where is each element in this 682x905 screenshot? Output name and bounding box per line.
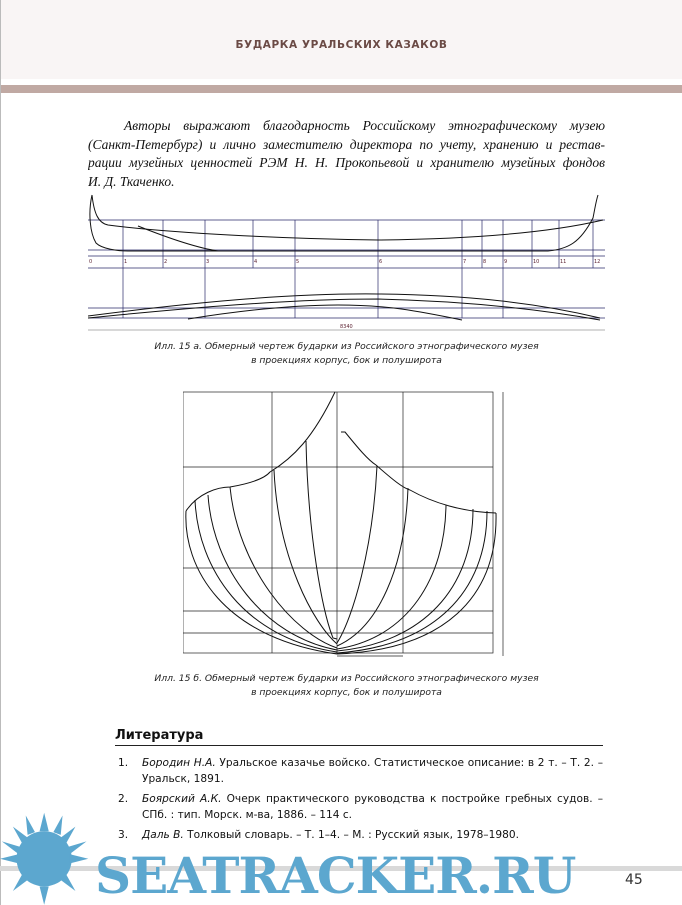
figure-a-drawing (88, 193, 605, 335)
literature-item (118, 755, 603, 787)
station-label: 7 (463, 259, 467, 265)
item-text: Очерк практического руководства к постройке гребных судов. – СПб. : тип. Морск. м-ва, 1886. – 114 с. (142, 793, 603, 821)
station-label: 4 (254, 259, 258, 265)
paragraph-line: (Санкт-Петербург) и лично заместителю директора по учету, хранению и рестав- (88, 136, 605, 152)
header-stripe (1, 85, 682, 93)
item-number: 1. (118, 757, 129, 769)
sun-watermark-icon (0, 808, 92, 905)
paragraph-line: рации музейных ценностей РЭМ Н. Н. Прокопьевой и хранителю музейных фондов (88, 155, 605, 170)
overall-length-label: 8340 (340, 324, 353, 330)
station-label: 2 (164, 259, 168, 265)
literature-heading: Литература (115, 728, 204, 743)
running-header (1, 0, 682, 79)
item-author: Боярский А.К. (142, 793, 222, 805)
item-author: Бородин Н.А. (142, 757, 216, 769)
figure-b-caption (88, 672, 605, 700)
station-label: 3 (206, 259, 210, 265)
station-label: 8 (483, 259, 487, 265)
literature-item (118, 791, 603, 823)
station-label: 11 (560, 259, 567, 265)
page-edge (0, 0, 1, 905)
acknowledgement-paragraph (88, 117, 605, 191)
paragraph-line: Авторы выражают благодарность Российскому этнографическому музею (124, 118, 605, 133)
station-label: 1 (124, 259, 128, 265)
station-label: 6 (379, 259, 383, 265)
station-label: 10 (533, 259, 540, 265)
item-text: Уральское казачье войско. Статистическое описание: в 2 т. – Т. 2. – Уральск, 1891. (142, 757, 603, 785)
figure-a-caption (88, 340, 605, 368)
item-number: 2. (118, 793, 129, 805)
caption-line: Илл. 15 б. Обмерный чертеж бударки из Российского этнографического музея (154, 673, 539, 684)
figure-b-body-plan (183, 388, 505, 660)
page-number: 45 (625, 872, 643, 888)
watermark-text: SEATRACKER.RU (95, 846, 576, 905)
literature-list (118, 755, 603, 847)
station-label: 9 (504, 259, 508, 265)
station-label: 0 (89, 259, 93, 265)
literature-rule (115, 745, 603, 746)
item-number: 3. (118, 829, 129, 841)
station-label: 5 (296, 259, 300, 265)
item-text: Толковый словарь. – Т. 1–4. – М. : Русский язык, 1978–1980. (183, 829, 519, 841)
caption-line: в проекциях корпус, бок и полуширота (251, 355, 442, 366)
station-label: 12 (594, 259, 601, 265)
running-header-title: БУДАРКА УРАЛЬСКИХ КАЗАКОВ (235, 39, 448, 51)
caption-line: Илл. 15 а. Обмерный чертеж бударки из Российского этнографического музея (154, 341, 539, 352)
item-author: Даль В. (142, 829, 184, 841)
paragraph-line: И. Д. Ткаченко. (88, 173, 175, 189)
caption-line: в проекциях корпус, бок и полуширота (251, 687, 442, 698)
literature-item (118, 827, 603, 843)
